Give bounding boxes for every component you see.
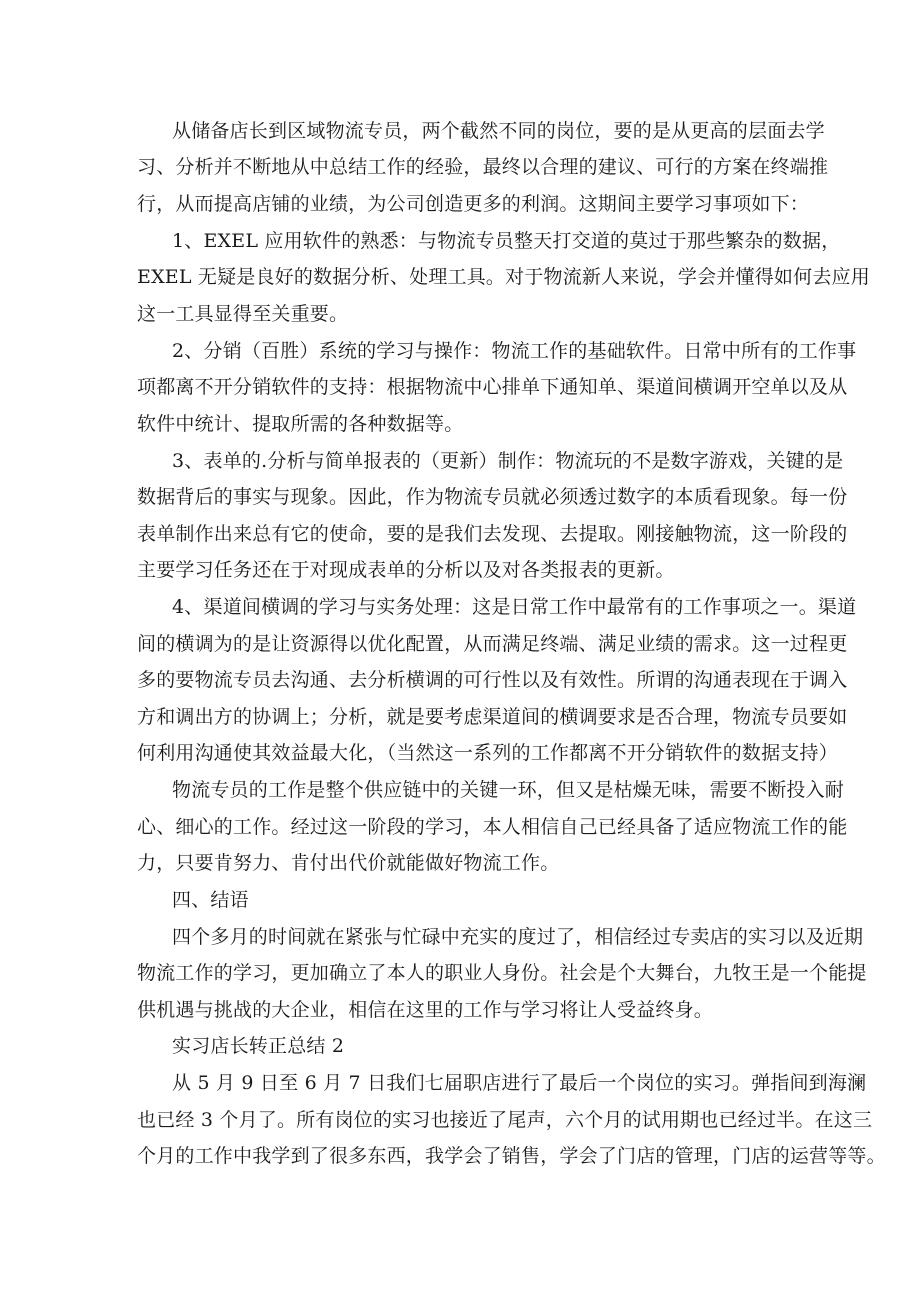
text-line-19: 物流专员的工作是整个供应链中的关键一环，但又是枯燥无味，需要不断投入耐 <box>172 779 845 801</box>
text-line-7: 2、分销（百胜）系统的学习与操作：物流工作的基础软件。日常中所有的工作事 <box>172 340 857 362</box>
text-line-23: 四个多月的时间就在紧张与忙碌中充实的度过了，相信经过专卖店的实习以及近期 <box>172 926 864 948</box>
text-line-9: 软件中统计、提取所需的各种数据等。 <box>137 413 464 435</box>
text-line-20: 心、细心的工作。经过这一阶段的学习，本人相信自己已经具备了适应物流工作的能 <box>137 816 848 838</box>
text-line-24: 物流工作的学习，更加确立了本人的职业人身份。社会是个大舞台，九牧王是一个能提 <box>137 962 867 984</box>
text-line-15: 间的横调为的是让资源得以优化配置，从而满足终端、满足业绩的需求。这一过程更 <box>137 633 848 655</box>
article-title: 实习店长转正总结 2 <box>172 1035 345 1057</box>
text-line-14: 4、渠道间横调的学习与实务处理：这是日常工作中最常有的工作事项之一。渠道 <box>172 596 857 618</box>
text-line-16: 多的要物流专员去沟通、去分析横调的可行性以及有效性。所谓的沟通表现在于调入 <box>137 669 848 691</box>
text-line-5: EXEL 无疑是良好的数据分析、处理工具。对于物流新人来说，学会并懂得如何去应用 <box>137 266 870 288</box>
text-line-4: 1、EXEL 应用软件的熟悉：与物流专员整天打交道的莫过于那些繁杂的数据， <box>172 230 841 252</box>
text-line-29: 个月的工作中我学到了很多东西，我学会了销售，学会了门店的管理，门店的运营等等。 <box>137 1145 886 1167</box>
text-line-13: 主要学习任务还在于对现成表单的分析以及对各类报表的更新。 <box>137 559 675 581</box>
text-line-12: 表单制作出来总有它的使命，要的是我们去发现、去提取。刚接触物流，这一阶段的 <box>137 523 848 545</box>
text-line-18: 何利用沟通使其效益最大化，（当然这一系列的工作都离不开分销软件的数据支持） <box>137 742 838 764</box>
text-line-6: 这一工具显得至关重要。 <box>137 303 349 325</box>
text-line-2: 习、分析并不断地从中总结工作的经验，最终以合理的建议、可行的方案在终端推 <box>137 156 829 178</box>
section-heading: 四、结语 <box>172 889 249 911</box>
text-line-8: 项都离不开分销软件的支持：根据物流中心排单下通知单、渠道间横调开空单以及从 <box>137 376 848 398</box>
text-line-17: 方和调出方的协调上；分析，就是要考虑渠道间的横调要求是否合理，物流专员要如 <box>137 706 848 728</box>
text-line-27: 从 5 月 9 日至 6 月 7 日我们七届职店进行了最后一个岗位的实习。弹指间到海澜 <box>172 1072 867 1094</box>
text-line-25: 供机遇与挑战的大企业，相信在这里的工作与学习将让人受益终身。 <box>137 999 714 1021</box>
text-line-11: 数据背后的事实与现象。因此，作为物流专员就必须透过数字的本质看现象。每一份 <box>137 486 848 508</box>
text-line-21: 力，只要肯努力、肯付出代价就能做好物流工作。 <box>137 852 560 874</box>
text-line-1: 从储备店长到区域物流专员，两个截然不同的岗位，要的是从更高的层面去学 <box>172 120 825 142</box>
text-line-3: 行，从而提高店铺的业绩，为公司创造更多的利润。这期间主要学习事项如下： <box>137 193 810 215</box>
text-line-10: 3、表单的.分析与简单报表的（更新）制作：物流玩的不是数字游戏，关键的是 <box>172 450 844 472</box>
text-line-28: 也已经 3 个月了。所有岗位的实习也接近了尾声，六个月的试用期也已经过半。在这三 <box>137 1109 873 1131</box>
